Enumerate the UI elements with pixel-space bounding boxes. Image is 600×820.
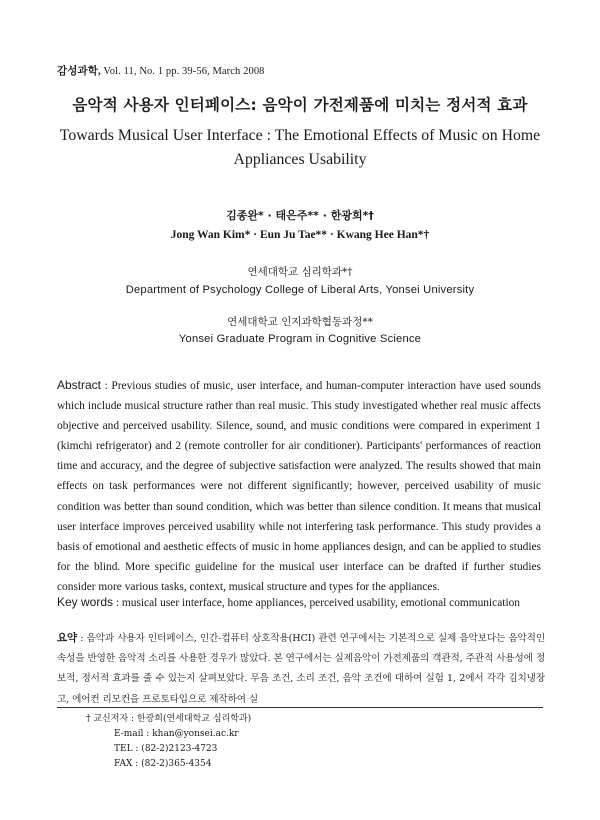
abstract-text: : Previous studies of music, user interface, and human-computer interaction have used sounds which include musical structure rather than real music. This study investigated whether real music affects objective and perceived usability. Silence, sound, and music conditions were compared in experiment 1 (kimchi refrigerator) and 2 (remote controller for air conditioner). Participants' performances of reaction time and accuracy, and the degree of subjective satisfaction were analyzed. The results showed that main effects on task performances were not different significantly; however, perceived usability of music condition was better than sound condition, which was better than silence condition. It means that musical user interface improves perceived usability while not interfering task performance. This study provides a basis of emotional and aesthetic effects of music in home appliances design, and can be applied to studies for the blind. More specific guideline for the musical user interface can be drafted if further studies consider more various tasks, context, musical structure and types for the appliances. bbox=[57, 380, 541, 593]
korean-abstract-label: 요약 bbox=[57, 632, 78, 644]
keywords bbox=[57, 595, 547, 609]
journal-citation bbox=[57, 63, 265, 78]
footnote-fax: FAX : (82-2)365-4354 bbox=[114, 759, 212, 769]
affiliation-2-korean: 연세대학교 인지과학협동과정** bbox=[227, 316, 373, 328]
footnote-email: E-mail : khan@yonsei.ac.kr bbox=[114, 729, 239, 739]
journal-name: 감성과학, bbox=[57, 66, 101, 77]
footnote-tel: TEL : (82-2)2123-4723 bbox=[114, 744, 218, 754]
keywords-text: : musical user interface, home appliances, perceived usability, emotional communication bbox=[113, 597, 521, 609]
authors-korean: 김종완* · 태은주** · 한광희*† bbox=[226, 209, 374, 222]
affiliation-1-korean: 연세대학교 심리학과*† bbox=[247, 266, 353, 278]
affiliation-1-english: Department of Psychology College of Liberal Arts, Yonsei University bbox=[125, 284, 475, 296]
affiliation-2-english: Yonsei Graduate Program in Cognitive Science bbox=[178, 333, 422, 345]
footnote-author: † 교신저자 : 한광희(연세대학교 심리학과) bbox=[86, 714, 252, 724]
abstract bbox=[57, 375, 541, 597]
citation-details: Vol. 11, No. 1 pp. 39-56, March 2008 bbox=[100, 66, 265, 77]
authors-english: Jong Wan Kim* · Eun Ju Tae** · Kwang Hee Han*† bbox=[170, 229, 430, 241]
korean-abstract bbox=[57, 628, 545, 710]
korean-abstract-text: : 음악과 사용자 인터페이스, 인간-컴퓨터 상호작용(HCI) 관련 연구에서는 기본적으로 실제 음악보다는 음악적인 속성을 반영한 음악적 소리를 사용한 경우가 많았다. 본 연구에서는 실제음악이 가전제품의 객관적, 주관적 사용성에 정보적, 정서적 효과를 줄 수 있는지 살펴보았다. 무음 조건, 소리 조건, 음악 조건에 대하여 실험 1, 2에서 각각 김치냉장고, 에어컨 리모컨을 프로토타입으로 제작하여 실 bbox=[57, 633, 545, 705]
title-english: Towards Musical User Interface : The Emotional Effects of Music on Home Appliances Usability bbox=[59, 127, 541, 168]
corresponding-author-footnote bbox=[86, 712, 251, 772]
title-korean: 음악적 사용자 인터페이스: 음악이 가전제품에 미치는 정서적 효과 bbox=[72, 96, 528, 114]
abstract-label: Abstract bbox=[57, 378, 102, 392]
keywords-label: Key words bbox=[57, 595, 114, 609]
footnote-divider bbox=[57, 707, 543, 708]
